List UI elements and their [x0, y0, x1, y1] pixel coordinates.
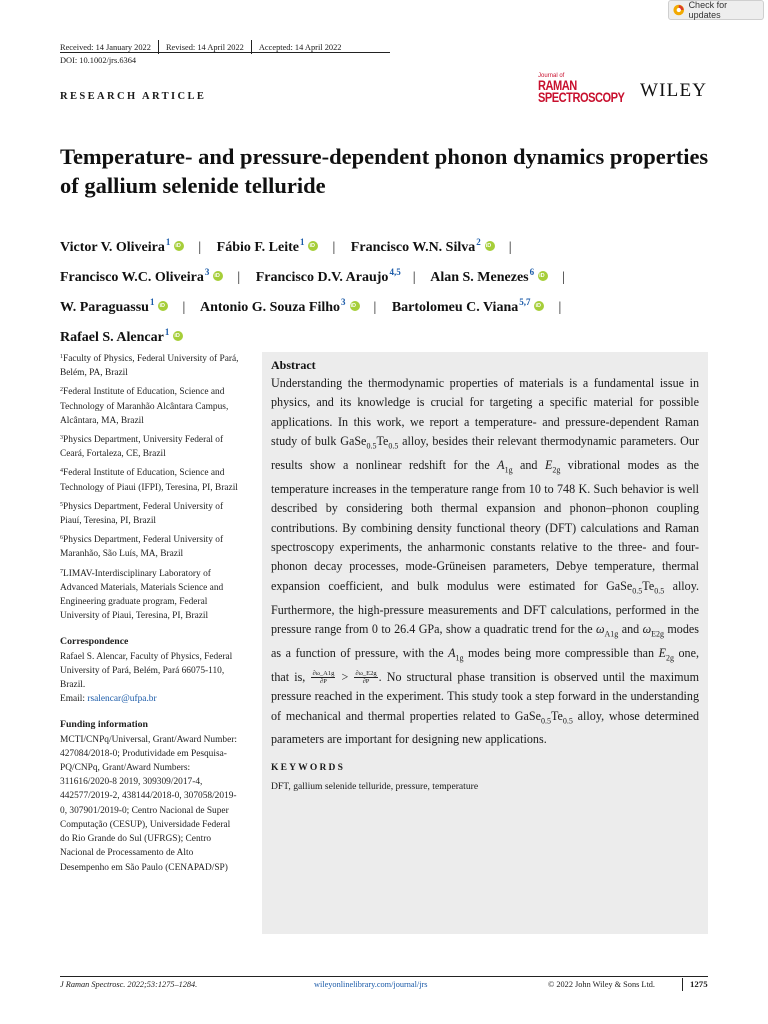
author[interactable]: Francisco W.N. Silva$^2$iD	[351, 240, 497, 255]
funding-text: MCTI/CNPq/Universal, Grant/Award Number: 427084/2018-0; Produtividade em Pesquisa-PQ/CNPq, Grant/Award Numbers: 311616/2020-8 2019, 309309/2017-4, 442577/2019-2, 438144/2018-0, 307058/2019-0, 307901/2019-0; Centro Nacional de Super Computação (CESUP), Universidade Federal do Rio Grande do Sul (UFRGS); Centro Nacional de Processamento de Alto Desempenho em São Paulo (CENAPAD/SP)	[60, 734, 237, 873]
orcid-icon[interactable]	[174, 241, 184, 251]
derivative-a1g: $\frac{\partial\omega\_A1g}{\partial P}$	[312, 670, 335, 686]
author[interactable]: Bartolomeu C. Viana$^{5,7}$iD	[392, 300, 547, 315]
affiliation: $^7$LIMAV-Interdisciplinary Laboratory of Advanced Materials, Materials Science and Engineering graduate program, Federal University of Piaui, Teresina, PI, Brazil	[60, 568, 224, 622]
keywords-heading: KEYWORDS	[271, 762, 346, 773]
affiliation: $^2$Federal Institute of Education, Science and Technology of Maranhão Alcântara Campus, Alcântara, MA, Brazil	[60, 387, 229, 426]
affiliation: $^6$Physics Department, Federal University of Maranhão, São Luís, MA, Brazil	[60, 535, 224, 560]
formula: $GaSe_{0.5}Te_{0.5}$	[606, 578, 665, 596]
footer-copyright: © 2022 John Wiley & Sons Ltd.	[548, 980, 655, 989]
affiliation: $^4$Federal Institute of Education, Science and Technology of Piaui (IFPI), Teresina, PI, Brazil	[60, 468, 238, 493]
header-rule	[60, 52, 390, 53]
orcid-icon[interactable]	[213, 271, 223, 281]
doi[interactable]: DOI: 10.1002/jrs.6364	[60, 56, 137, 65]
sidebar-info	[60, 350, 240, 875]
correspondence-text: Rafael S. Alencar, Faculty of Physics, Federal University of Pará, Belém, Pará 66075-110, Brazil.	[60, 651, 233, 691]
formula: $GaSe_{0.5}Te_{0.5}$	[340, 434, 399, 451]
author[interactable]: Fábio F. Leite$^1$iD	[217, 240, 321, 255]
section-label: RESEARCH ARTICLE	[60, 91, 207, 102]
author[interactable]: W. Paraguassu$^1$iD	[60, 300, 170, 315]
affiliation: $^5$Physics Department, Federal University of Piauí, Teresina, PI, Brazil	[60, 501, 224, 527]
footer-divider	[682, 978, 683, 991]
email-link[interactable]: rsalencar@ufpa.br	[87, 694, 157, 705]
author[interactable]: Victor V. Oliveira$^1$iD	[60, 240, 186, 255]
journal-name-line1: RAMAN	[538, 78, 577, 93]
page-number: 1275	[690, 979, 708, 989]
accepted-date: Accepted: 14 April 2022	[258, 42, 342, 52]
correspondence-heading: Correspondence	[60, 636, 129, 648]
abstract-text: Understanding the thermodynamic properties of materials is a fundamental issue in physics, and its knowledge is crucial for targeting a specific material for possible applications. In this work, we report a temperature- and pressure-dependent Raman study of bulk $GaSe_{0.5}Te_{0.5}$ alloy, besides their relevant thermodynamic parameters. Our results show a nonlinear redshift for the $A_{1g}$ and $E_{2g}$ vibrational modes as the temperature increases in the temperature range from 10 to 748 K. Such behavior is well described by considering both thermal expansion and phonon–phonon coupling contributions. By combining density functional theory (DFT) calculations and Raman spectroscopy experiments, the anharmonic constants relative to the three- and four-phonon decay processes, mode-Grüneisen parameters, Debye temperature, thermal expansion coefficient, and bulk modulus were estimated for $GaSe_{0.5}Te_{0.5}$ alloy. Furthermore, the high-pressure measurements and DFT calculations, performed in the pressure range from 0 to 26.4 GPa, show a quadratic trend for the $\omega_{A1g}$ and $\omega_{E2g}$ modes as a function of pressure, with the $A_{1g}$ modes being more compressible than $E_{2g}$ one, that is, $\frac{\partial\omega\_A1g}{\partial P}$ > $\frac{\partial\omega\_E2g}{\partial P}$ . No structural phase transition is observed until the maximum pressure reached in the experiment. This study took a step forward in the understanding of mechanical and thermal properties related to $GaSe_{0.5}Te_{0.5}$ alloy, whose determined parameters are important for designing new applications.	[271, 376, 699, 747]
journal-name-line2: SPECTROSCOPY	[538, 90, 625, 105]
funding-heading: Funding information	[60, 719, 148, 731]
revised-date: Revised: 14 April 2022	[165, 42, 244, 52]
author[interactable]: Francisco D.V. Araujo$^{4,5}$	[255, 267, 401, 285]
footer-url-link[interactable]: wileyonlinelibrary.com/journal/jrs	[314, 980, 428, 989]
orcid-icon[interactable]	[350, 301, 360, 311]
check-updates-label: Check for updates	[688, 0, 728, 20]
affiliation: $^3$Physics Department, University Federal of Ceará, Fortaleza, CE, Brazil	[60, 435, 224, 460]
author[interactable]: Alan S. Menezes$^6$iD	[430, 270, 550, 285]
orcid-icon[interactable]	[173, 331, 183, 341]
orcid-icon[interactable]	[158, 301, 168, 311]
orcid-icon[interactable]	[538, 271, 548, 281]
orcid-icon[interactable]	[534, 301, 544, 311]
affiliation: $^1$Faculty of Physics, Federal University of Pará, Belém, PA, Brazil	[60, 354, 239, 379]
keywords-text: DFT, gallium selenide telluride, pressure, temperature	[271, 780, 479, 792]
correspondence-email: Email: rsalencar@ufpa.br	[60, 694, 157, 705]
check-for-updates-button[interactable]	[668, 0, 764, 20]
abstract-heading: Abstract	[271, 358, 316, 372]
author[interactable]: Antonio G. Souza Filho$^3$iD	[200, 300, 362, 315]
derivative-e2g: $\frac{\partial\omega\_E2g}{\partial P}$	[355, 670, 377, 686]
author[interactable]: Rafael S. Alencar$^1$iD	[60, 330, 185, 345]
orcid-icon[interactable]	[308, 241, 318, 251]
author[interactable]: Francisco W.C. Oliveira$^3$iD	[60, 270, 225, 285]
journal-logo[interactable]	[538, 73, 633, 107]
author-list: Victor V. Oliveira$^1$iD | Fábio F. Leite$^1$iD | Francisco W.N. Silva$^2$iD | Francisco W.C. Oliveira$^3$iD | Francisco D.V. Araujo$^{4,5}$ | Alan S. Menezes$^6$iD | W. Paraguassu$^1$iD | Antonio G. Souza Filho$^3$iD | Bartolomeu C. Viana$^{5,7}$iD | Rafael S. Alencar$^1$iD	[60, 230, 720, 350]
abstract-box	[262, 352, 708, 934]
received-date: Received: 14 January 2022	[60, 42, 151, 52]
publisher-logo[interactable]: WILEY	[640, 80, 708, 101]
footer-citation: J Raman Spectrosc. 2022;53:1275–1284.	[60, 980, 198, 989]
check-updates-icon	[673, 4, 685, 16]
article-title: Temperature- and pressure-dependent phonon dynamics properties of gallium selenide telluride	[60, 144, 709, 198]
formula: $GaSe_{0.5}Te_{0.5}$	[514, 708, 573, 725]
orcid-icon[interactable]	[485, 241, 495, 251]
footer-rule	[60, 976, 708, 977]
journal-of-text: Journal of	[538, 73, 565, 79]
